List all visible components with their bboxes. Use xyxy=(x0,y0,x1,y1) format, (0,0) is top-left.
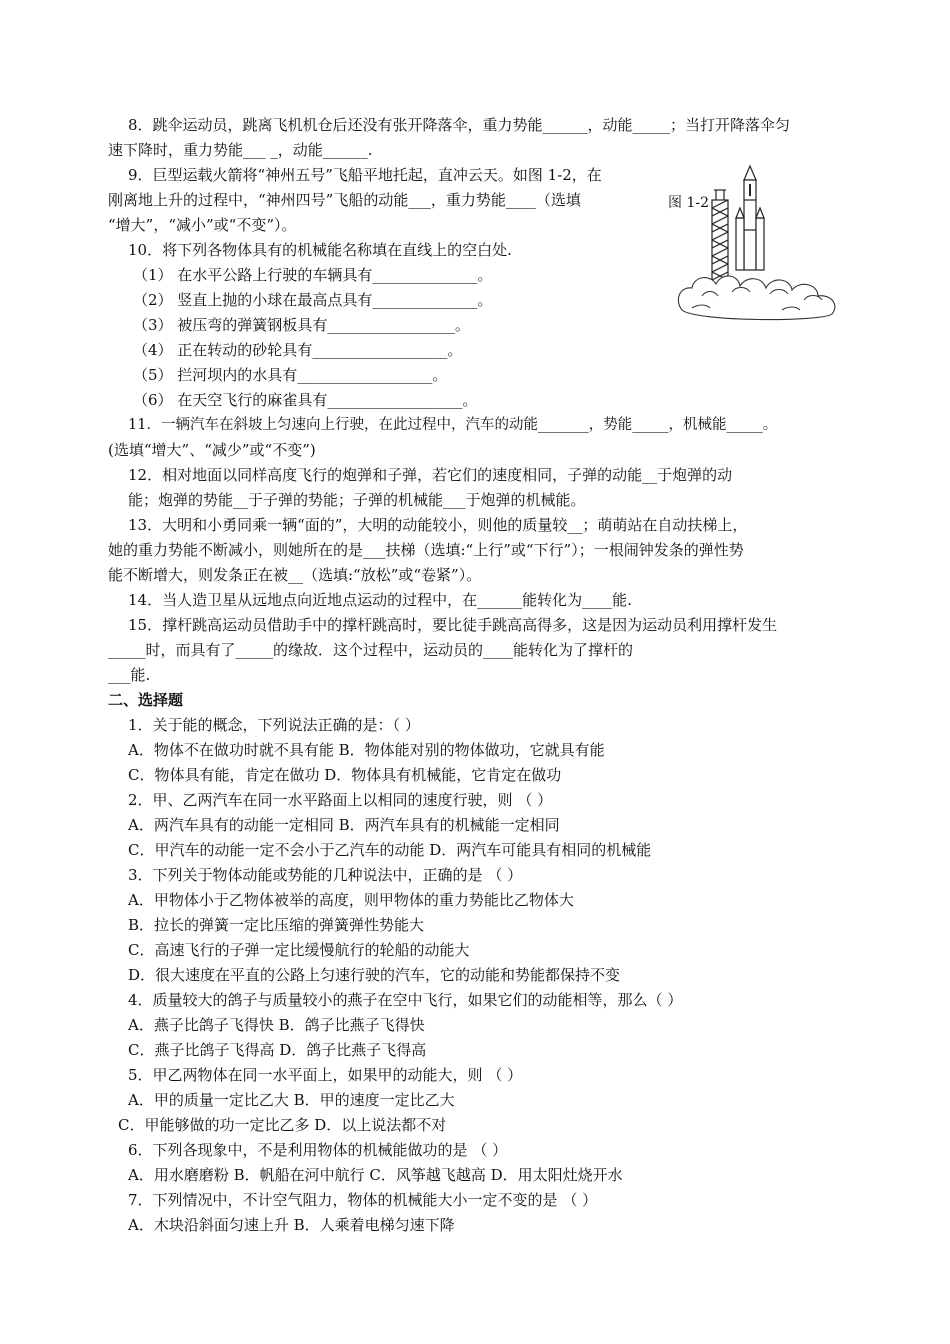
c2-options-1: A．两汽车具有的动能一定相同 B．两汽车具有的机械能一定相同 xyxy=(128,816,560,834)
q10-item: （4） 正在转动的砂轮具有__________________。 xyxy=(133,341,463,359)
q15-line1: 15．撑杆跳高运动员借助手中的撑杆跳高时，要比徒手跳高高得多，这是因为运动员利用撑杆发生 xyxy=(128,616,778,634)
q8-line2: 速下降时，重力势能___ _，动能______. xyxy=(108,141,373,159)
c5-stem: 5．甲乙两物体在同一水平面上，如果甲的动能大，则 （ ） xyxy=(128,1066,523,1084)
c4-stem: 4．质量较大的鸽子与质量较小的燕子在空中飞行，如果它们的动能相等，那么（ ） xyxy=(128,991,683,1009)
c3-option-a: A．甲物体小于乙物体被举的高度，则甲物体的重力势能比乙物体大 xyxy=(128,891,574,909)
c3-option-d: D．很大速度在平直的公路上匀速行驶的汽车，它的动能和势能都保持不变 xyxy=(128,966,621,984)
q13-line1: 13．大明和小勇同乘一辆“面的”，大明的动能较小，则他的质量较__；萌萌站在自动扶梯上， xyxy=(128,516,748,534)
q10-item: （5） 拦河坝内的水具有__________________。 xyxy=(133,366,448,384)
q10-item: （3） 被压弯的弹簧钢板具有_________________。 xyxy=(133,316,470,334)
q11-line1: 11．一辆汽车在斜坡上匀速向上行驶，在此过程中，汽车的动能_______，势能_____，机械能_____。 xyxy=(128,417,778,433)
q8-line1: 8．跳伞运动员，跳离飞机机仓后还没有张开降落伞，重力势能______，动能_____；当打开降落伞匀 xyxy=(128,116,791,134)
q15-line3: ___能. xyxy=(108,666,151,684)
c3-option-c: C．高速飞行的子弹一定比缓慢航行的轮船的动能大 xyxy=(128,941,470,959)
c3-stem: 3．下列关于物体动能或势能的几种说法中，正确的是 （ ） xyxy=(128,866,523,884)
q15-line2: _____时，而具有了_____的缘故．这个过程中，运动员的____能转化为了撑杆的 xyxy=(108,641,634,659)
q10-item: （2） 竖直上抛的小球在最高点具有______________。 xyxy=(133,291,493,309)
q10-item: （1） 在水平公路上行驶的车辆具有______________。 xyxy=(133,266,493,284)
q13-line3: 能不断增大，则发条正在被__（选填:“放松”或“卷紧”）。 xyxy=(108,566,482,584)
c5-options-1: A．甲的质量一定比乙大 B．甲的速度一定比乙大 xyxy=(128,1091,455,1109)
q13-line2: 她的重力势能不断减小，则她所在的是___扶梯（选填:“上行”或“下行”）；一根闹钟发条的弹性势 xyxy=(108,541,744,559)
q10-item: （6） 在天空飞行的麻雀具有__________________。 xyxy=(133,391,478,409)
c6-stem: 6．下列各现象中，不是利用物体的机械能做功的是 （ ） xyxy=(128,1141,508,1159)
q9-line1: 9．巨型运载火箭将“神州五号”飞船平地托起，直冲云天。如图 1-2，在 xyxy=(128,166,602,184)
q9-line2: 刚离地上升的过程中，“神州四号”飞船的动能___，重力势能____（选填 xyxy=(108,191,581,209)
c4-options-1: A．燕子比鸽子飞得快 B．鸽子比燕子飞得快 xyxy=(128,1016,425,1034)
c7-options-1: A．木块沿斜面匀速上升 B．人乘着电梯匀速下降 xyxy=(128,1216,455,1234)
q11-line2: (选填“增大”、“减少”或“不变”) xyxy=(108,441,316,459)
section-title: 二、选择题 xyxy=(108,691,184,709)
c2-options-2: C．甲汽车的动能一定不会小于乙汽车的动能 D．两汽车可能具有相同的机械能 xyxy=(128,841,652,859)
c1-stem: 1．关于能的概念，下列说法正确的是：（ ） xyxy=(128,716,420,734)
rocket-launch-figure xyxy=(672,160,848,328)
c1-options-1: A．物体不在做功时就不具有能 B．物体能对别的物体做功，它就具有能 xyxy=(128,741,605,759)
c3-option-b: B．拉长的弹簧一定比压缩的弹簧弹性势能大 xyxy=(128,916,425,934)
q12-line2: 能；炮弹的势能__于子弹的势能；子弹的机械能___于炮弹的机械能。 xyxy=(128,491,586,509)
q14-line1: 14．当人造卫星从远地点向近地点运动的过程中，在______能转化为____能. xyxy=(128,591,632,609)
c2-stem: 2．甲、乙两汽车在同一水平路面上以相同的速度行驶，则 （ ） xyxy=(128,791,553,809)
c4-options-2: C．燕子比鸽子飞得高 D．鸽子比燕子飞得高 xyxy=(128,1041,427,1059)
q10-intro: 10．将下列各物体具有的机械能名称填在直线上的空白处. xyxy=(128,241,512,259)
c1-options-2: C．物体具有能，肯定在做功 D．物体具有机械能，它肯定在做功 xyxy=(128,766,562,784)
figure-label: 图 1-2 xyxy=(668,195,709,211)
c5-options-2: C．甲能够做的功一定比乙多 D．以上说法都不对 xyxy=(118,1116,447,1134)
q12-line1: 12．相对地面以同样高度飞行的炮弹和子弹，若它们的速度相同，子弹的动能__于炮弹的动 xyxy=(128,466,733,484)
c7-stem: 7．下列情况中，不计空气阻力，物体的机械能大小一定不变的是 （ ） xyxy=(128,1191,598,1209)
c6-options-1: A．用水磨磨粉 B．帆船在河中航行 C．风筝越飞越高 D．用太阳灶烧开水 xyxy=(128,1166,623,1184)
q9-line3: “增大”，“减小”或“不变”）。 xyxy=(108,216,297,234)
